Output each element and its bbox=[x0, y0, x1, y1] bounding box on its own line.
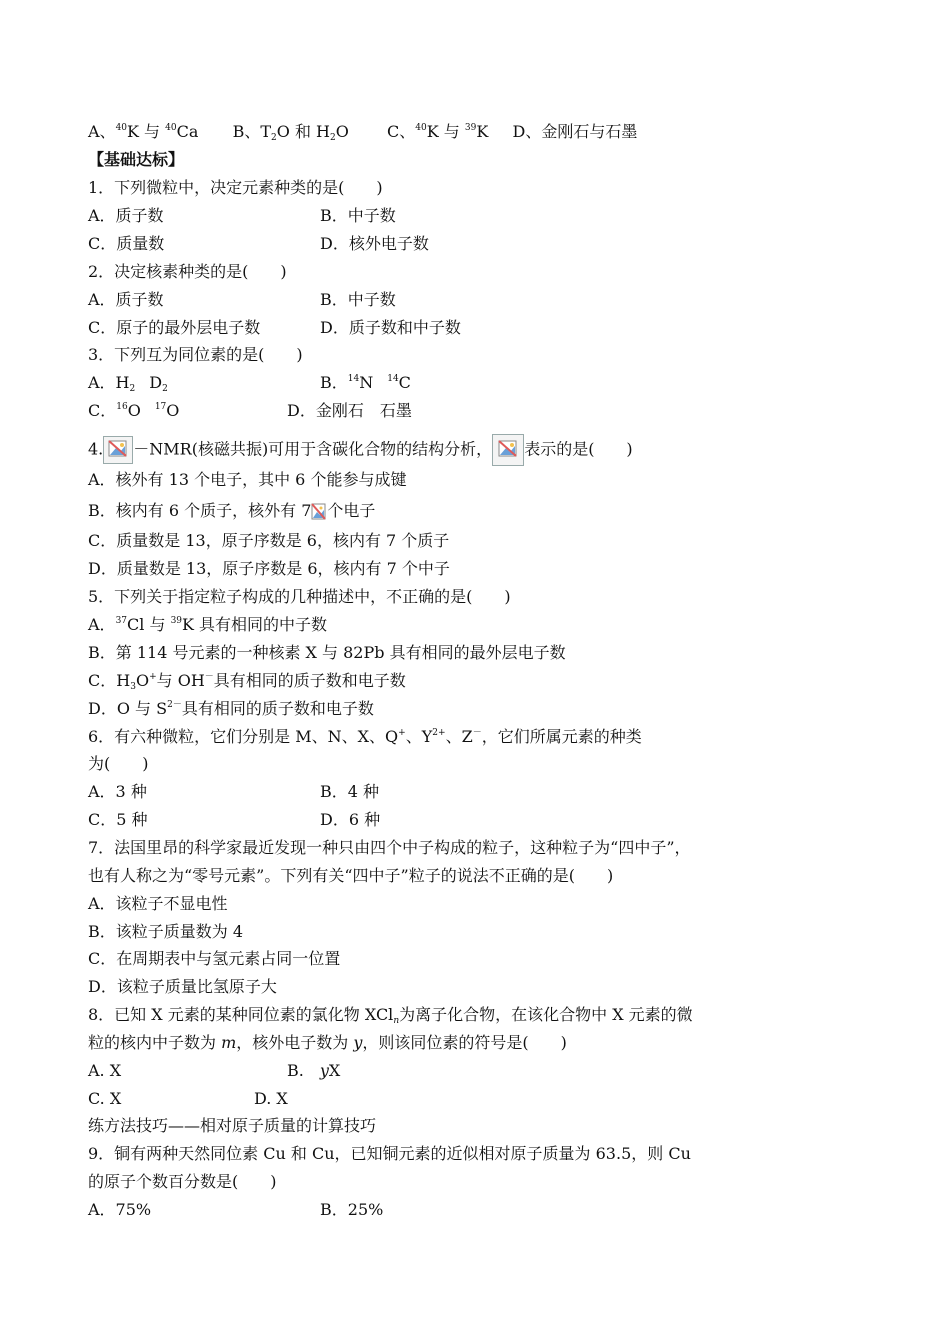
q2-option-a: A．质子数 bbox=[88, 290, 164, 309]
q5-option-a: A．$^{37}$Cl 与 $^{39}$K 具有相同的中子数 bbox=[88, 615, 328, 634]
q2-stem: 2．决定核素种类的是( ) bbox=[88, 262, 287, 281]
q9-option-b: B．25% bbox=[320, 1200, 384, 1219]
q4-option-b: B．核内有 6 个质子，核外有 7 个电子 bbox=[88, 501, 376, 520]
method-title: 练方法技巧——相对原子质量的计算技巧 bbox=[88, 1116, 377, 1135]
q8-option-a: A. X bbox=[88, 1061, 122, 1080]
q1-option-b: B．中子数 bbox=[320, 206, 396, 225]
q9-option-a: A．75% bbox=[88, 1200, 152, 1219]
broken-image-icon bbox=[103, 436, 133, 464]
q7-stem-line2: 也有人称之为“零号元素”。下列有关“四中子”粒子的说法不正确的是( ) bbox=[88, 866, 614, 885]
q3-option-d: D．金刚石 石墨 bbox=[287, 401, 412, 420]
q4-option-a: A．核外有 13 个电子，其中 6 个能参与成键 bbox=[88, 470, 407, 489]
q3-stem: 3．下列互为同位素的是( ) bbox=[88, 345, 303, 364]
q8-stem-line1: 8．已知 X 元素的某种同位素的氯化物 XCl$_n$为离子化合物，在该化合物中 X 元素的微 bbox=[88, 1005, 693, 1026]
q1-stem: 1．下列微粒中，决定元素种类的是( ) bbox=[88, 178, 383, 197]
section-title: 【基础达标】 bbox=[88, 150, 185, 169]
q8-option-b: B. yX bbox=[287, 1061, 341, 1080]
broken-image-icon bbox=[492, 434, 524, 466]
prev-question-options: A、$^{40}$K 与 $^{40}$Ca B、$T_2O$ 和 $H_2O$ C、$^{40}$K 与 $^{39}$K D、金刚石与石墨 bbox=[88, 122, 638, 143]
q9-stem-line1: 9．铜有两种天然同位素 Cu 和 Cu，已知铜元素的近似相对原子质量为 63.5，则 Cu bbox=[88, 1144, 691, 1163]
q4-option-d: D．质量数是 13，原子序数是 6，核内有 7 个中子 bbox=[88, 559, 450, 578]
q2-option-d: D．质子数和中子数 bbox=[320, 318, 461, 337]
q1-option-a: A．质子数 bbox=[88, 206, 164, 225]
q7-stem-line1: 7．法国里昂的科学家最近发现一种只由四个中子构成的粒子，这种粒子为“四中子”， bbox=[88, 838, 691, 857]
q3-option-a: A．$H_2$ $D_2$ bbox=[88, 373, 168, 394]
q1-option-c: C．质量数 bbox=[88, 234, 165, 253]
q1-option-d: D．核外电子数 bbox=[320, 234, 429, 253]
q6-option-a: A．3 种 bbox=[88, 782, 147, 801]
q8-stem-line2: 粒的核内中子数为 m，核外电子数为 y，则该同位素的符号是( ) bbox=[88, 1033, 567, 1052]
q6-stem-line2: 为( ) bbox=[88, 754, 149, 773]
q5-option-d: D．O 与 $S^{2-}$具有相同的质子数和电子数 bbox=[88, 699, 374, 718]
q3-option-b: B．$^{14}$N $^{14}$C bbox=[320, 373, 411, 392]
q6-stem: 6．有六种微粒，它们分别是 M、N、X、Q+、$Y^{2+}$、Z－，它们所属元素的种类 bbox=[88, 727, 642, 746]
q9-stem-line2: 的原子个数百分数是( ) bbox=[88, 1172, 277, 1191]
q3-option-c: C．$^{16}$O $^{17}$O bbox=[88, 401, 180, 420]
q6-option-c: C．5 种 bbox=[88, 810, 148, 829]
q7-option-d: D．该粒子质量比氢原子大 bbox=[88, 977, 277, 996]
q8-option-c: C. X bbox=[88, 1089, 122, 1108]
q7-option-c: C．在周期表中与氢元素占同一位置 bbox=[88, 949, 341, 968]
q6-option-b: B．4 种 bbox=[320, 782, 380, 801]
broken-image-icon bbox=[311, 503, 327, 521]
q7-option-b: B．该粒子质量数为 4 bbox=[88, 922, 244, 941]
q5-option-b: B．第 114 号元素的一种核素 X 与 82Pb 具有相同的最外层电子数 bbox=[88, 643, 566, 662]
q2-option-b: B．中子数 bbox=[320, 290, 396, 309]
q8-option-d: D. X bbox=[254, 1089, 288, 1108]
q5-option-c: C．$H_3O^+$与 OH－具有相同的质子数和电子数 bbox=[88, 671, 406, 692]
q5-stem: 5．下列关于指定粒子构成的几种描述中，不正确的是( ) bbox=[88, 587, 511, 606]
q4-option-c: C．质量数是 13，原子序数是 6，核内有 7 个质子 bbox=[88, 531, 450, 550]
q6-option-d: D．6 种 bbox=[320, 810, 381, 829]
q4-stem: 4. －NMR(核磁共振)可用于含碳化合物的结构分析， 表示的是( ) bbox=[88, 434, 633, 460]
q7-option-a: A．该粒子不显电性 bbox=[88, 894, 228, 913]
q2-option-c: C．原子的最外层电子数 bbox=[88, 318, 261, 337]
